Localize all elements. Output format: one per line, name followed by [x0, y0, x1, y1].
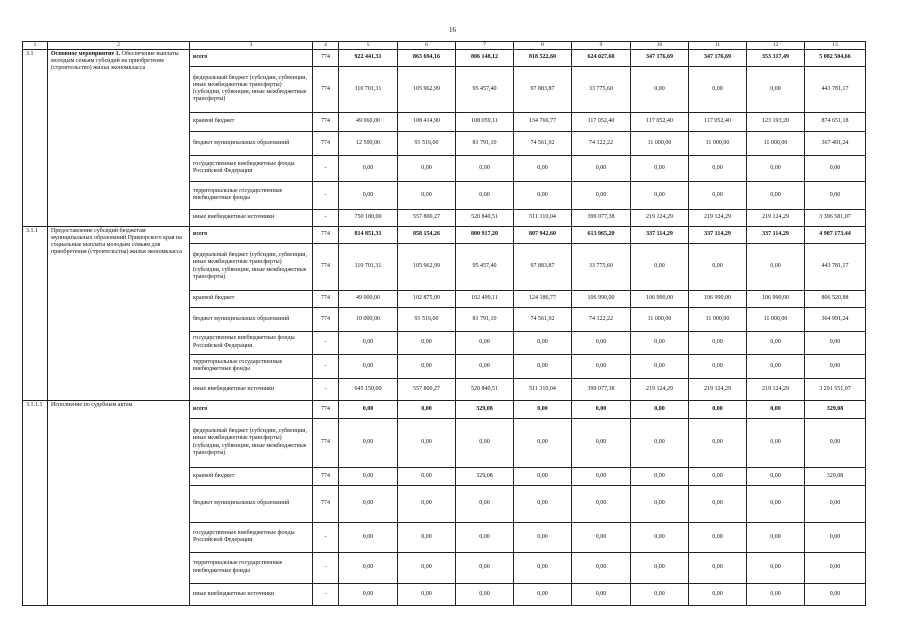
year-value: 0,00: [572, 400, 631, 418]
year-value: 219 124,29: [631, 209, 689, 226]
year-value: 0,00: [747, 552, 805, 583]
year-value: 520 840,51: [456, 378, 514, 400]
total-value: 0,00: [805, 155, 866, 181]
year-value: 0,00: [747, 485, 805, 522]
page-number: 16: [449, 26, 456, 34]
year-value: 110 701,31: [339, 243, 398, 290]
year-value: 0,00: [631, 66, 689, 112]
year-value: 329,08: [456, 467, 514, 485]
year-value: 0,00: [514, 467, 572, 485]
year-value: 219 124,29: [689, 209, 747, 226]
year-value: 0,00: [572, 467, 631, 485]
year-value: 0,00: [514, 400, 572, 418]
year-value: 105 962,99: [398, 243, 456, 290]
year-value: 110 701,31: [339, 66, 398, 112]
year-value: 0,00: [398, 522, 456, 552]
year-value: 0,00: [747, 243, 805, 290]
year-value: 0,00: [398, 181, 456, 209]
item-code: 3.1.1: [23, 226, 48, 400]
year-value: 0,00: [514, 583, 572, 605]
year-value: 219 124,29: [689, 378, 747, 400]
year-value: 0,00: [514, 485, 572, 522]
funding-source: краевой бюджет: [190, 290, 313, 307]
item-name: Предоставление субсидий бюджетам муниципальных образований Приморского края на социальные выплаты молодым семьям для приобретения (строительства) жилья экономкласса: [48, 226, 190, 400]
year-value: 0,00: [747, 66, 805, 112]
year-value: 0,00: [631, 354, 689, 378]
year-value: 219 124,29: [747, 378, 805, 400]
table-row-total: [23, 400, 866, 418]
total-value: 0,00: [805, 418, 866, 467]
funding-source: иные внебюджетные источники: [190, 209, 313, 226]
funding-source: иные внебюджетные источники: [190, 378, 313, 400]
year-value: 0,00: [631, 181, 689, 209]
year-value: 511 310,04: [514, 378, 572, 400]
year-value: 0,00: [689, 485, 747, 522]
year-value: 0,00: [747, 331, 805, 354]
funding-source: территориальные государственные внебюджетные фонды: [190, 354, 313, 378]
column-number-row: [23, 42, 866, 50]
total-value: 0,00: [805, 552, 866, 583]
year-value: 91 516,00: [398, 131, 456, 155]
year-value: 0,00: [514, 552, 572, 583]
year-value: 33 775,60: [572, 66, 631, 112]
budget-table: [22, 41, 866, 606]
year-value: 0,00: [747, 400, 805, 418]
total-value: 0,00: [805, 522, 866, 552]
year-value: 11 000,00: [631, 131, 689, 155]
year-value: 11 000,00: [747, 307, 805, 331]
year-value: 106 990,00: [572, 290, 631, 307]
year-value: 91 516,00: [398, 307, 456, 331]
year-value: 557 800,27: [398, 209, 456, 226]
year-value: 95 457,40: [456, 66, 514, 112]
year-value: 0,00: [689, 400, 747, 418]
year-value: 49 060,00: [339, 112, 398, 131]
year-value: 0,00: [514, 522, 572, 552]
year-value: 0,00: [689, 467, 747, 485]
total-value: 329,08: [805, 467, 866, 485]
year-value: 108 059,11: [456, 112, 514, 131]
year-value: 557 800,27: [398, 378, 456, 400]
column-number: 5: [339, 42, 398, 50]
year-value: 0,00: [339, 418, 398, 467]
funding-source: краевой бюджет: [190, 112, 313, 131]
ministry-code: -: [313, 155, 339, 181]
ministry-code: 774: [313, 290, 339, 307]
year-value: 0,00: [339, 400, 398, 418]
year-value: 818 522,60: [514, 49, 572, 66]
year-value: 0,00: [631, 583, 689, 605]
year-value: 97 883,87: [514, 66, 572, 112]
funding-source: бюджет муниципальных образований: [190, 485, 313, 522]
year-value: 0,00: [572, 155, 631, 181]
ministry-code: -: [313, 331, 339, 354]
year-value: 800 917,20: [456, 226, 514, 243]
year-value: 353 317,49: [747, 49, 805, 66]
year-value: 0,00: [572, 331, 631, 354]
ministry-code: 774: [313, 400, 339, 418]
ministry-code: -: [313, 522, 339, 552]
year-value: 11 000,00: [689, 307, 747, 331]
total-value: 0,00: [805, 583, 866, 605]
year-value: 0,00: [631, 331, 689, 354]
year-value: 81 791,10: [456, 307, 514, 331]
year-value: 95 457,40: [456, 243, 514, 290]
ministry-code: 774: [313, 49, 339, 66]
year-value: 124 186,77: [514, 290, 572, 307]
year-value: 624 027,60: [572, 49, 631, 66]
year-value: 106 990,00: [631, 290, 689, 307]
year-value: 0,00: [631, 522, 689, 552]
year-value: 0,00: [398, 418, 456, 467]
total-value: 874 651,18: [805, 112, 866, 131]
column-number: 3: [190, 42, 313, 50]
year-value: 0,00: [631, 418, 689, 467]
year-value: 134 766,77: [514, 112, 572, 131]
ministry-code: -: [313, 583, 339, 605]
year-value: 0,00: [456, 583, 514, 605]
year-value: 0,00: [689, 418, 747, 467]
year-value: 0,00: [572, 485, 631, 522]
year-value: 74 561,92: [514, 307, 572, 331]
year-value: 0,00: [572, 418, 631, 467]
year-value: 0,00: [689, 331, 747, 354]
year-value: 0,00: [339, 354, 398, 378]
year-value: 0,00: [689, 522, 747, 552]
funding-source: краевой бюджет: [190, 467, 313, 485]
year-value: 0,00: [456, 181, 514, 209]
year-value: 0,00: [689, 354, 747, 378]
ministry-code: 774: [313, 226, 339, 243]
year-value: 0,00: [514, 354, 572, 378]
year-value: 0,00: [456, 155, 514, 181]
ministry-code: -: [313, 354, 339, 378]
funding-source: федеральный бюджет (субсидии, субвенции, иные межбюджетные трансферты) (субсидии, субвенции, иные межбюджетные трансферты): [190, 66, 313, 112]
year-value: 0,00: [398, 485, 456, 522]
funding-source: федеральный бюджет (субсидии, субвенции, иные межбюджетные трансферты) (субсидии, субвенции, иные межбюджетные трансферты): [190, 418, 313, 467]
column-number: 1: [23, 42, 48, 50]
ministry-code: -: [313, 552, 339, 583]
year-value: 0,00: [747, 354, 805, 378]
total-value: 0,00: [805, 181, 866, 209]
year-value: 74 122,22: [572, 307, 631, 331]
year-value: 102 875,00: [398, 290, 456, 307]
ministry-code: 774: [313, 243, 339, 290]
year-value: 0,00: [456, 485, 514, 522]
year-value: 0,00: [339, 485, 398, 522]
year-value: 750 180,00: [339, 209, 398, 226]
year-value: 0,00: [456, 522, 514, 552]
total-value: 5 082 504,66: [805, 49, 866, 66]
year-value: 0,00: [514, 155, 572, 181]
year-value: 0,00: [689, 155, 747, 181]
ministry-code: 774: [313, 467, 339, 485]
year-value: 645 150,00: [339, 378, 398, 400]
year-value: 0,00: [689, 583, 747, 605]
total-value: 443 781,17: [805, 66, 866, 112]
funding-source: территориальные государственные внебюджетные фонды: [190, 552, 313, 583]
year-value: 337 114,29: [631, 226, 689, 243]
year-value: 0,00: [339, 331, 398, 354]
ministry-code: 774: [313, 307, 339, 331]
funding-source: бюджет муниципальных образований: [190, 131, 313, 155]
table-row-total: [23, 226, 866, 243]
year-value: 329,08: [456, 400, 514, 418]
funding-source: бюджет муниципальных образований: [190, 307, 313, 331]
year-value: 613 965,20: [572, 226, 631, 243]
funding-source: иные внебюджетные источники: [190, 583, 313, 605]
column-number: 4: [313, 42, 339, 50]
year-value: 0,00: [456, 354, 514, 378]
year-value: 74 122,22: [572, 131, 631, 155]
year-value: 0,00: [572, 583, 631, 605]
year-value: 399 077,38: [572, 378, 631, 400]
year-value: 0,00: [747, 181, 805, 209]
year-value: 0,00: [398, 467, 456, 485]
year-value: 117 052,40: [572, 112, 631, 131]
year-value: 806 148,12: [456, 49, 514, 66]
funding-source: федеральный бюджет (субсидии, субвенции, иные межбюджетные трансферты) (субсидии, субвенции, иные межбюджетные трансферты): [190, 243, 313, 290]
year-value: 0,00: [398, 552, 456, 583]
year-value: 0,00: [339, 181, 398, 209]
column-number: 8: [514, 42, 572, 50]
year-value: 123 193,20: [747, 112, 805, 131]
item-name: Основное мероприятие 1. Обеспечение выплаты молодым семьям субсидий на приобретение (строительство) жилья экономкласса: [48, 49, 190, 226]
year-value: 0,00: [456, 418, 514, 467]
year-value: 11 000,00: [689, 131, 747, 155]
year-value: 337 114,29: [747, 226, 805, 243]
ministry-code: 774: [313, 131, 339, 155]
funding-source: государственные внебюджетные фонды Российской Федерации: [190, 522, 313, 552]
year-value: 0,00: [339, 155, 398, 181]
year-value: 0,00: [456, 331, 514, 354]
total-value: 0,00: [805, 354, 866, 378]
year-value: 0,00: [631, 485, 689, 522]
year-value: 102 499,11: [456, 290, 514, 307]
year-value: 0,00: [689, 181, 747, 209]
column-number: 13: [805, 42, 866, 50]
year-value: 0,00: [631, 467, 689, 485]
year-value: 117 052,40: [631, 112, 689, 131]
year-value: 0,00: [339, 467, 398, 485]
column-number: 11: [689, 42, 747, 50]
year-value: 0,00: [689, 552, 747, 583]
total-value: 364 991,24: [805, 307, 866, 331]
year-value: 858 154,26: [398, 226, 456, 243]
ministry-code: 774: [313, 112, 339, 131]
year-value: 814 851,31: [339, 226, 398, 243]
year-value: 0,00: [514, 331, 572, 354]
ministry-code: 774: [313, 418, 339, 467]
year-value: 108 414,90: [398, 112, 456, 131]
year-value: 106 990,00: [747, 290, 805, 307]
year-value: 347 176,69: [631, 49, 689, 66]
column-number: 6: [398, 42, 456, 50]
year-value: 0,00: [339, 522, 398, 552]
ministry-code: -: [313, 181, 339, 209]
column-number: 9: [572, 42, 631, 50]
year-value: 219 124,29: [631, 378, 689, 400]
total-value: 443 781,17: [805, 243, 866, 290]
column-number: 10: [631, 42, 689, 50]
year-value: 0,00: [398, 354, 456, 378]
year-value: 0,00: [339, 583, 398, 605]
year-value: 0,00: [456, 552, 514, 583]
year-value: 97 883,87: [514, 243, 572, 290]
total-value: 0,00: [805, 331, 866, 354]
year-value: 0,00: [514, 181, 572, 209]
year-value: 0,00: [572, 552, 631, 583]
year-value: 0,00: [631, 243, 689, 290]
year-value: 0,00: [514, 418, 572, 467]
funding-source: всего: [190, 49, 313, 66]
ministry-code: 774: [313, 66, 339, 112]
year-value: 0,00: [398, 331, 456, 354]
total-value: 4 907 173,44: [805, 226, 866, 243]
total-value: 3 291 551,07: [805, 378, 866, 400]
year-value: 922 441,31: [339, 49, 398, 66]
year-value: 106 990,00: [689, 290, 747, 307]
year-value: 807 942,60: [514, 226, 572, 243]
column-number: 2: [48, 42, 190, 50]
year-value: 0,00: [631, 552, 689, 583]
total-value: 329,08: [805, 400, 866, 418]
year-value: 0,00: [631, 155, 689, 181]
year-value: 347 176,69: [689, 49, 747, 66]
year-value: 0,00: [572, 522, 631, 552]
funding-source: государственные внебюджетные фонды Российской Федерации: [190, 331, 313, 354]
ministry-code: 774: [313, 485, 339, 522]
year-value: 0,00: [398, 583, 456, 605]
year-value: 219 124,29: [747, 209, 805, 226]
table-row-total: [23, 49, 866, 66]
year-value: 0,00: [747, 467, 805, 485]
ministry-code: -: [313, 209, 339, 226]
year-value: 49 000,00: [339, 290, 398, 307]
year-value: 74 561,92: [514, 131, 572, 155]
column-number: 7: [456, 42, 514, 50]
year-value: 0,00: [747, 583, 805, 605]
total-value: 0,00: [805, 485, 866, 522]
year-value: 105 962,99: [398, 66, 456, 112]
total-value: 367 491,24: [805, 131, 866, 155]
item-name: Исполнение по судебным актам: [48, 400, 190, 605]
year-value: 0,00: [572, 354, 631, 378]
year-value: 337 114,29: [689, 226, 747, 243]
year-value: 33 775,60: [572, 243, 631, 290]
year-value: 0,00: [689, 243, 747, 290]
year-value: 0,00: [398, 400, 456, 418]
year-value: 0,00: [747, 418, 805, 467]
column-number: 12: [747, 42, 805, 50]
item-code: 3.1: [23, 49, 48, 226]
year-value: 863 694,16: [398, 49, 456, 66]
funding-source: всего: [190, 226, 313, 243]
year-value: 117 052,40: [689, 112, 747, 131]
year-value: 0,00: [631, 400, 689, 418]
ministry-code: -: [313, 378, 339, 400]
year-value: 0,00: [747, 155, 805, 181]
year-value: 0,00: [689, 66, 747, 112]
year-value: 12 500,00: [339, 131, 398, 155]
item-code: 3.1.1.1: [23, 400, 48, 605]
funding-source: государственные внебюджетные фонды Российской Федерации: [190, 155, 313, 181]
year-value: 520 840,51: [456, 209, 514, 226]
year-value: 11 000,00: [747, 131, 805, 155]
year-value: 10 000,00: [339, 307, 398, 331]
year-value: 0,00: [747, 522, 805, 552]
funding-source: территориальные государственные внебюджетные фонды: [190, 181, 313, 209]
funding-source: всего: [190, 400, 313, 418]
year-value: 399 077,38: [572, 209, 631, 226]
year-value: 11 000,00: [631, 307, 689, 331]
year-value: 81 791,10: [456, 131, 514, 155]
total-value: 3 396 581,07: [805, 209, 866, 226]
total-value: 806 520,88: [805, 290, 866, 307]
year-value: 511 310,04: [514, 209, 572, 226]
year-value: 0,00: [572, 181, 631, 209]
year-value: 0,00: [339, 552, 398, 583]
year-value: 0,00: [398, 155, 456, 181]
